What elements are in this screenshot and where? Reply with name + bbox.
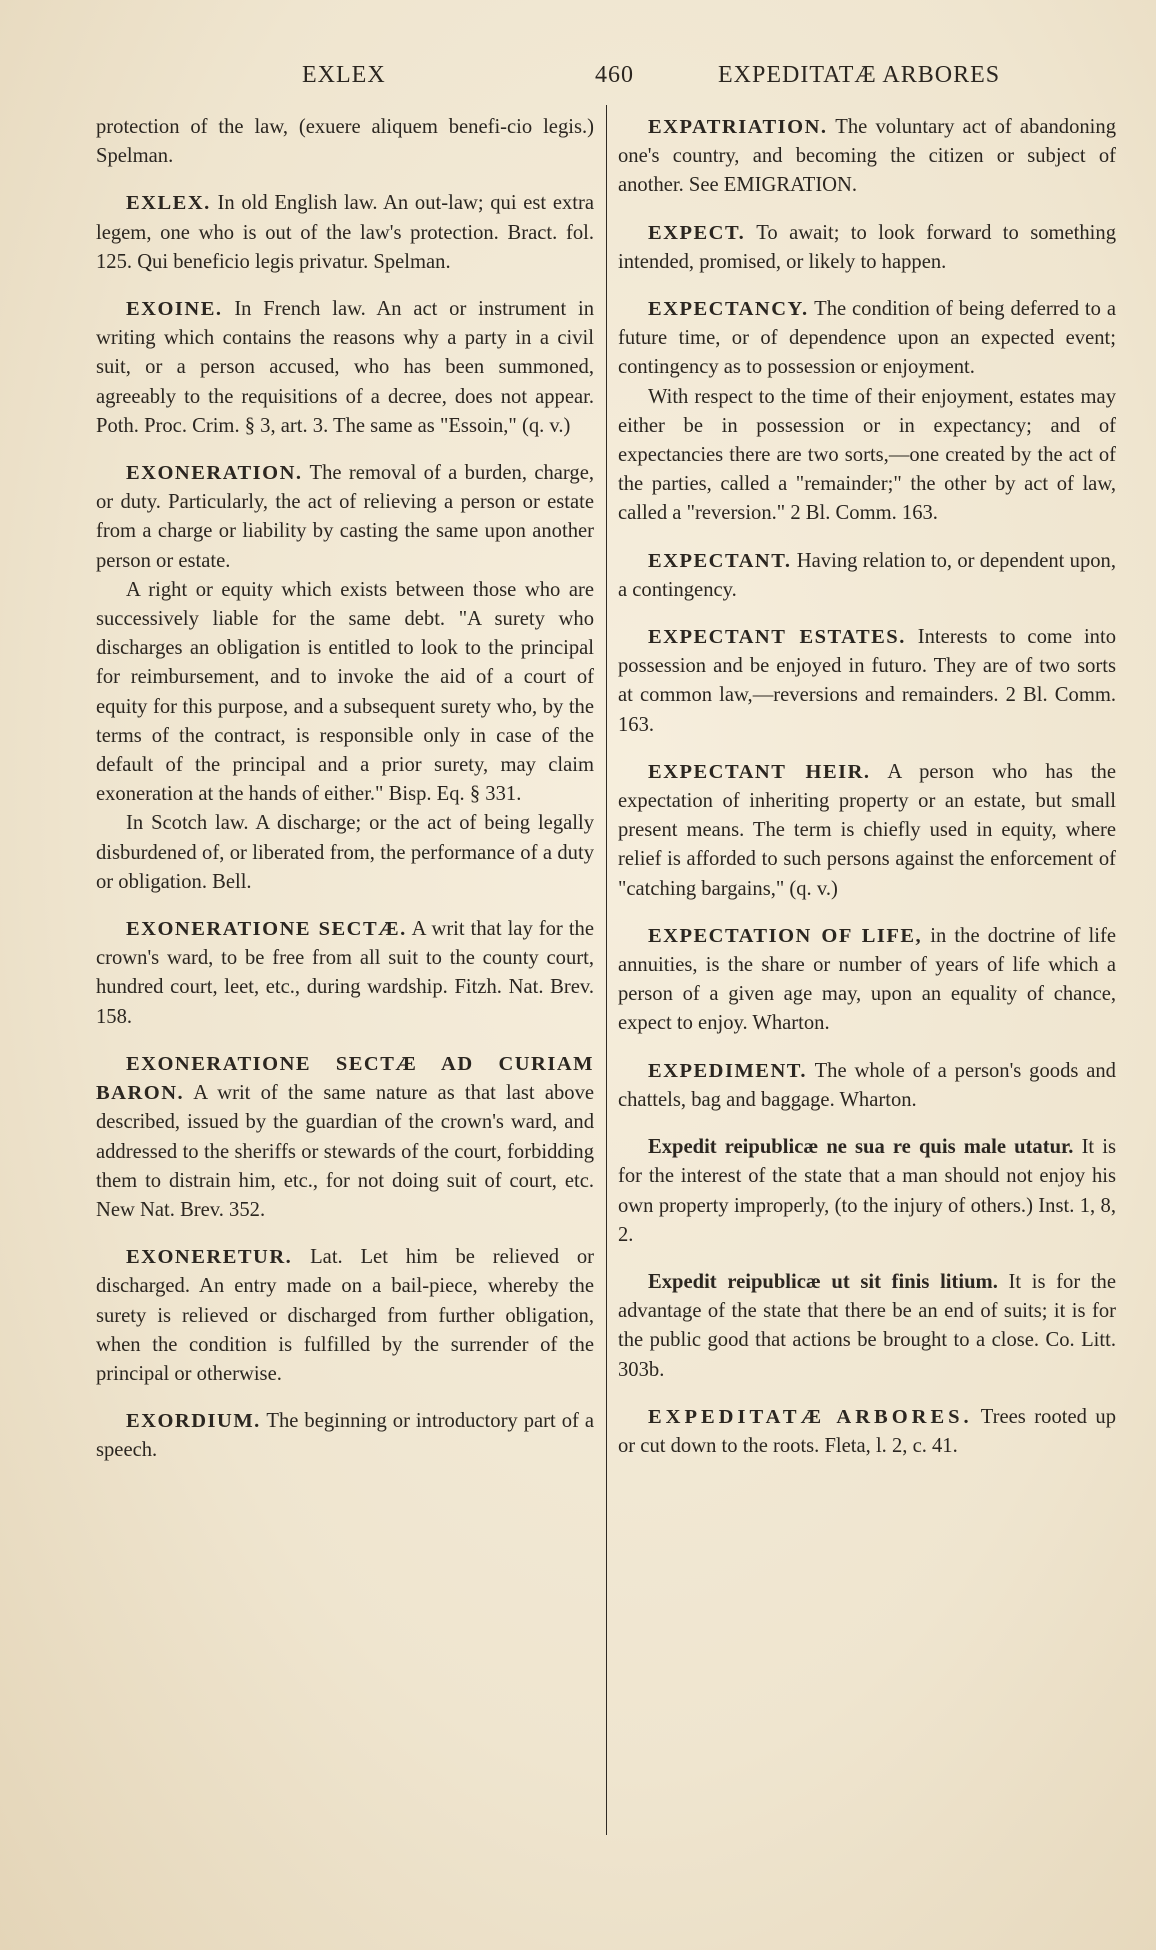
entry-exoneratione-sectae bbox=[96, 915, 594, 1032]
entry-headword: EXPEDIMENT. bbox=[648, 1059, 808, 1082]
entry-expectant bbox=[618, 547, 1116, 605]
entry-headword: EXPECTANT HEIR. bbox=[648, 760, 871, 783]
entry-text: A person who has the expectation of inheriting property or an estate, but small present means. The term is chiefly used in equity, where relief is afforded to such persons against the enforcement of "catching bargains," (q. v.) bbox=[618, 760, 1116, 900]
entry-paragraph: A right or equity which exists between those who are successively liable for the same debt. "A surety who discharges an obligation is entitled to look to the principal for reimbursement, and to invoke the aid of a court of equity for this purpose, and a subsequent surety who, by the terms of the contract, is responsible only in case of the default of the principal and a prior surety, may claim exoneration at the hands of either." Bisp. Eq. § 331. bbox=[96, 578, 594, 806]
entry-text: To await; to look forward to something intended, promised, or likely to happen. bbox=[618, 221, 1116, 273]
entry-expectancy bbox=[618, 295, 1116, 529]
entry-text: A writ of the same nature as that last above described, issued by the guardian of the crown's ward, and addressed to the sheriffs or stewards of the court, forbidding them to distrain him, etc., for not doing suit of court, etc. New Nat. Brev. 352. bbox=[96, 1082, 595, 1221]
entry-headword: EXPECTATION OF LIFE, bbox=[648, 924, 923, 947]
header-right-guideword: EXPEDITATÆ ARBORES bbox=[718, 62, 1001, 88]
entry-continuation bbox=[96, 113, 594, 171]
entry-text: The removal of a burden, charge, or duty. Particularly, the act of relieving a person or estate from a charge or liability by casting the same upon another person or estate. bbox=[96, 462, 595, 572]
entry-text: In French law. An act or instrument in writing which contains the reasons why a party in a civil suit, or a person accused, who has been summoned, agreeably to the requisitions of a decree, does not appear. Poth. Proc. Crim. § 3, art. 3. The same as "Essoin," (q. v.) bbox=[96, 298, 594, 437]
entry-text: The beginning or introductory part of a speech. bbox=[96, 1410, 594, 1462]
entry-text: Trees rooted up or cut down to the roots. Fleta, l. 2, c. 41. bbox=[618, 1405, 1117, 1457]
entry-maxim-finis-litium bbox=[618, 1268, 1116, 1385]
entry-headword: EXPATRIATION. bbox=[648, 116, 828, 138]
entry-headword: EXPECTANCY. bbox=[648, 298, 809, 321]
entry-headword: EXPECT. bbox=[648, 221, 746, 244]
entry-exoneratione-sectae-ad-curiam bbox=[96, 1050, 594, 1225]
entry-text: The whole of a person's goods and chattels, bag and baggage. Wharton. bbox=[618, 1059, 1116, 1111]
entry-text: Having relation to, or dependent upon, a contingency. bbox=[618, 549, 1116, 601]
entry-paragraph: In Scotch law. A discharge; or the act of being legally disburdened of, or liberated from, the performance of a duty or obligation. Bell. bbox=[96, 812, 594, 893]
entry-expeditatae-arbores bbox=[618, 1403, 1116, 1461]
entry-exordium bbox=[96, 1407, 594, 1465]
column-divider bbox=[606, 105, 607, 1835]
entry-headword: EXPEDITATÆ ARBORES. bbox=[648, 1405, 973, 1428]
entry-text: Lat. Let him be relieved or discharged. An entry made on a bail-piece, whereby the surety is relieved or discharged from further obligation, when the condition is fulfilled by the surrender of the principal or otherwise. bbox=[96, 1246, 594, 1385]
entry-expectant-estates bbox=[618, 623, 1116, 740]
right-column bbox=[618, 113, 1116, 1479]
entry-headword: EXOINE. bbox=[126, 298, 223, 321]
entry-headword: EXONERATIONE SECTÆ. bbox=[126, 918, 407, 941]
entry-expectant-heir bbox=[618, 758, 1116, 904]
entry-headword: EXPECTANT ESTATES. bbox=[648, 626, 906, 649]
entry-text: The voluntary act of abandoning one's country, and becoming the citizen or subject of another. See EMIGRATION. bbox=[618, 116, 1116, 197]
entry-expediment bbox=[618, 1057, 1116, 1115]
entry-exoneration bbox=[96, 459, 594, 897]
entry-text: Interests to come into possession and be enjoyed in futuro. They are of two sorts at common law,—reversions and remainders. 2 Bl. Comm. 163. bbox=[618, 626, 1116, 736]
header-left-guideword: EXLEX bbox=[302, 62, 386, 88]
running-header bbox=[90, 62, 1090, 102]
entry-headword: EXONERATIONE SECTÆ AD CURIAM BARON. bbox=[96, 1052, 594, 1105]
entry-exlex bbox=[96, 189, 594, 277]
entry-text: in the doctrine of life annuities, is the share or number of years of life which a person of a given age may, upon an equality of chance, expect to enjoy. Wharton. bbox=[618, 924, 1116, 1035]
entry-headword: EXLEX. bbox=[126, 192, 211, 215]
entry-expect bbox=[618, 219, 1116, 277]
entry-text: In old English law. An out-law; qui est extra legem, one who is out of the law's protection. Bract. fol. 125. Qui beneficio legis privatur. Spelman. bbox=[96, 192, 594, 273]
entry-expectation-of-life bbox=[618, 922, 1116, 1039]
entry-expatriation bbox=[618, 113, 1116, 201]
maxim-headword: Expedit reipublicæ ne sua re quis male utatur. bbox=[648, 1136, 1074, 1159]
entry-text: It is for the interest of the state that a man should not enjoy his own property improperly, (to the injury of others.) Inst. 1, 8, 2. bbox=[618, 1136, 1117, 1246]
maxim-headword: Expedit reipublicæ ut sit finis litium. bbox=[648, 1270, 998, 1293]
entry-headword: EXONERATION. bbox=[126, 462, 303, 485]
entry-text: protection of the law, (exuere aliquem benefi-cio legis.) Spelman. bbox=[96, 116, 594, 168]
entry-text: The condition of being deferred to a future time, or of dependence upon an expected event; contingency as to possession or enjoyment. bbox=[618, 298, 1116, 379]
entry-text: A writ that lay for the crown's ward, to be free from all suit to the county court, hundred court, leet, etc., during wardship. Fitzh. Nat. Brev. 158. bbox=[96, 918, 594, 1028]
entry-maxim-ne-sua-re bbox=[618, 1133, 1116, 1250]
page-number: 460 bbox=[595, 62, 634, 88]
entry-exoine bbox=[96, 295, 594, 441]
entry-headword: EXONERETUR. bbox=[126, 1246, 293, 1269]
left-column bbox=[96, 113, 594, 1484]
entry-text: It is for the advantage of the state that there be an end of suits; it is for the public good that actions be brought to a close. Co. Litt. 303b. bbox=[618, 1270, 1116, 1381]
entry-exoneretur bbox=[96, 1243, 594, 1389]
entry-headword: EXPECTANT. bbox=[648, 549, 792, 572]
entry-paragraph: With respect to the time of their enjoyment, estates may either be in possession or in expectancy; and of expectancies there are two sorts,—one created by the act of the parties, called a "remainder;" the other by act of law, called a "reversion." 2 Bl. Comm. 163. bbox=[618, 385, 1116, 525]
entry-headword: EXORDIUM. bbox=[126, 1410, 261, 1433]
